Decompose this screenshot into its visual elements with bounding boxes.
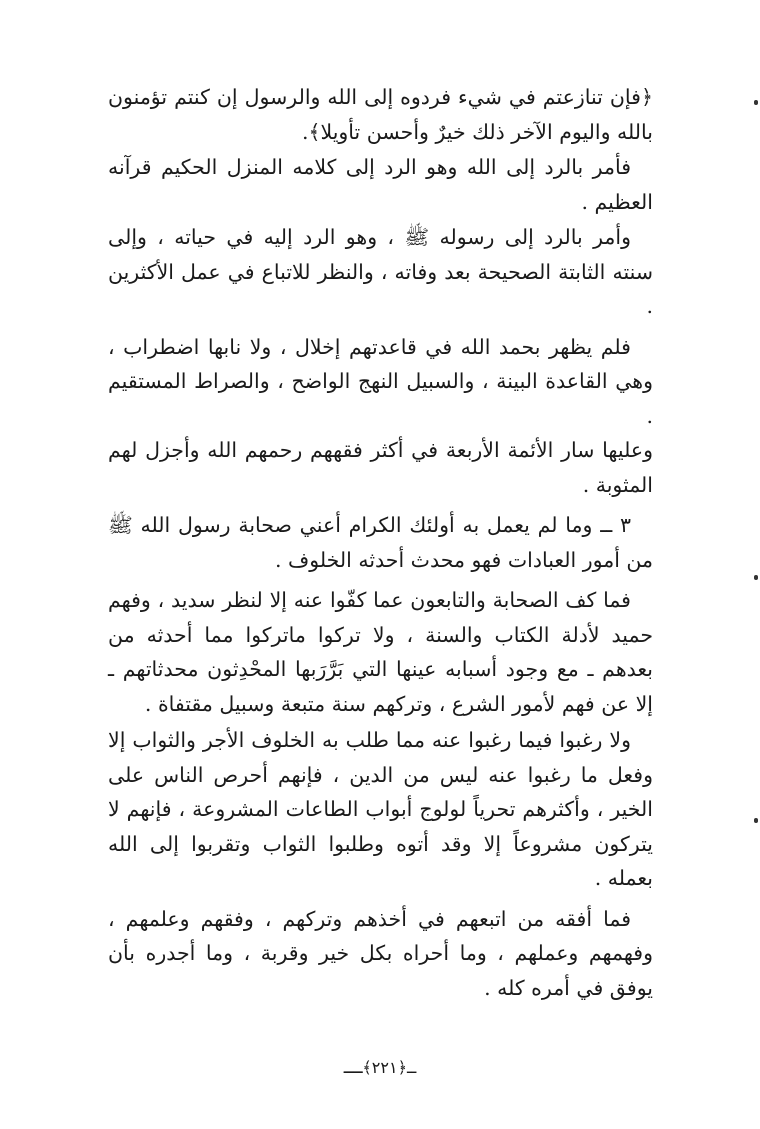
- paragraph-5-numbered: ٣ ــ وما لم يعمل به أولئك الكرام أعني صحابة رسول الله ﷺ من أمور العبادات فهو محدث أحدثه الخلوف .: [108, 513, 653, 572]
- paragraph-1: فأمر بالرد إلى الله وهو الرد إلى كلامه المنزل الحكيم قرآنه العظيم .: [108, 155, 653, 214]
- quran-verse: ﴿فإن تنازعتم في شيء فردوه إلى الله والرسول إن كنتم تؤمنون بالله واليوم الآخر ذلك خيرٌ وأحسن تأويلا﴾.: [108, 85, 653, 144]
- paragraph-3: فلم يظهر بحمد الله في قاعدتهم إخلال ، ولا نابها اضطراب ، وهي القاعدة البينة ، والسبيل النهج الواضح ، والصراط المستقيم .: [108, 334, 653, 428]
- margin-dot-lower: [754, 818, 758, 823]
- paragraph-8: فما أفقه من اتبعهم في أخذهم وتركهم ، وفقهم وعلمهم ، وفهمهم وعملهم ، وما أحراه بكل خير وقربة ، وما أجدره بأن يوفق في أمره كله .: [108, 906, 653, 1000]
- page-body: [108, 80, 653, 1040]
- margin-dot-top: [754, 100, 758, 105]
- paragraph-6: فما كف الصحابة والتابعون عما كفّوا عنه إلا لنظر سديد ، وفهم حميد لأدلة الكتاب والسنة ، ولا تركوا ماتركوا مما أحدثه من بعدهم ـ مع وجود أسبابه عينها التي بَرَّرَبها المحْدِثون محدثاتهم ـ إلا عن فهم لأمور الشرع ، وتركهم سنة متبعة وسبيل مقتفاة .: [108, 588, 653, 716]
- page-number: ــ﴿٢٢١﴾ــ: [343, 1058, 417, 1077]
- paragraph-7: ولا رغبوا فيما رغبوا عنه مما طلب به الخلوف الأجر والثواب إلا وفعل ما رغبوا عنه ليس من الدين ، فإنهم أحرص الناس على الخير ، وأكثرهم تحرياً لولوج أبواب الطاعات المشروعة ، فإنهم لا يتركون مشروعاً إلا وقد أتوه وطلبوا الثواب وتقربوا إلى الله بعمله .: [108, 728, 653, 890]
- paragraph-2: وأمر بالرد إلى رسوله ﷺ ، وهو الرد إليه في حياته ، وإلى سنته الثابتة الصحيحة بعد وفاته ، والنظر للاتباع في عمل الأكثرين .: [108, 225, 653, 318]
- margin-dot-middle: [754, 575, 758, 580]
- paragraph-4: وعليها سار الأئمة الأربعة في أكثر فقههم رحمهم الله وأجزل لهم المثوبة .: [108, 438, 653, 497]
